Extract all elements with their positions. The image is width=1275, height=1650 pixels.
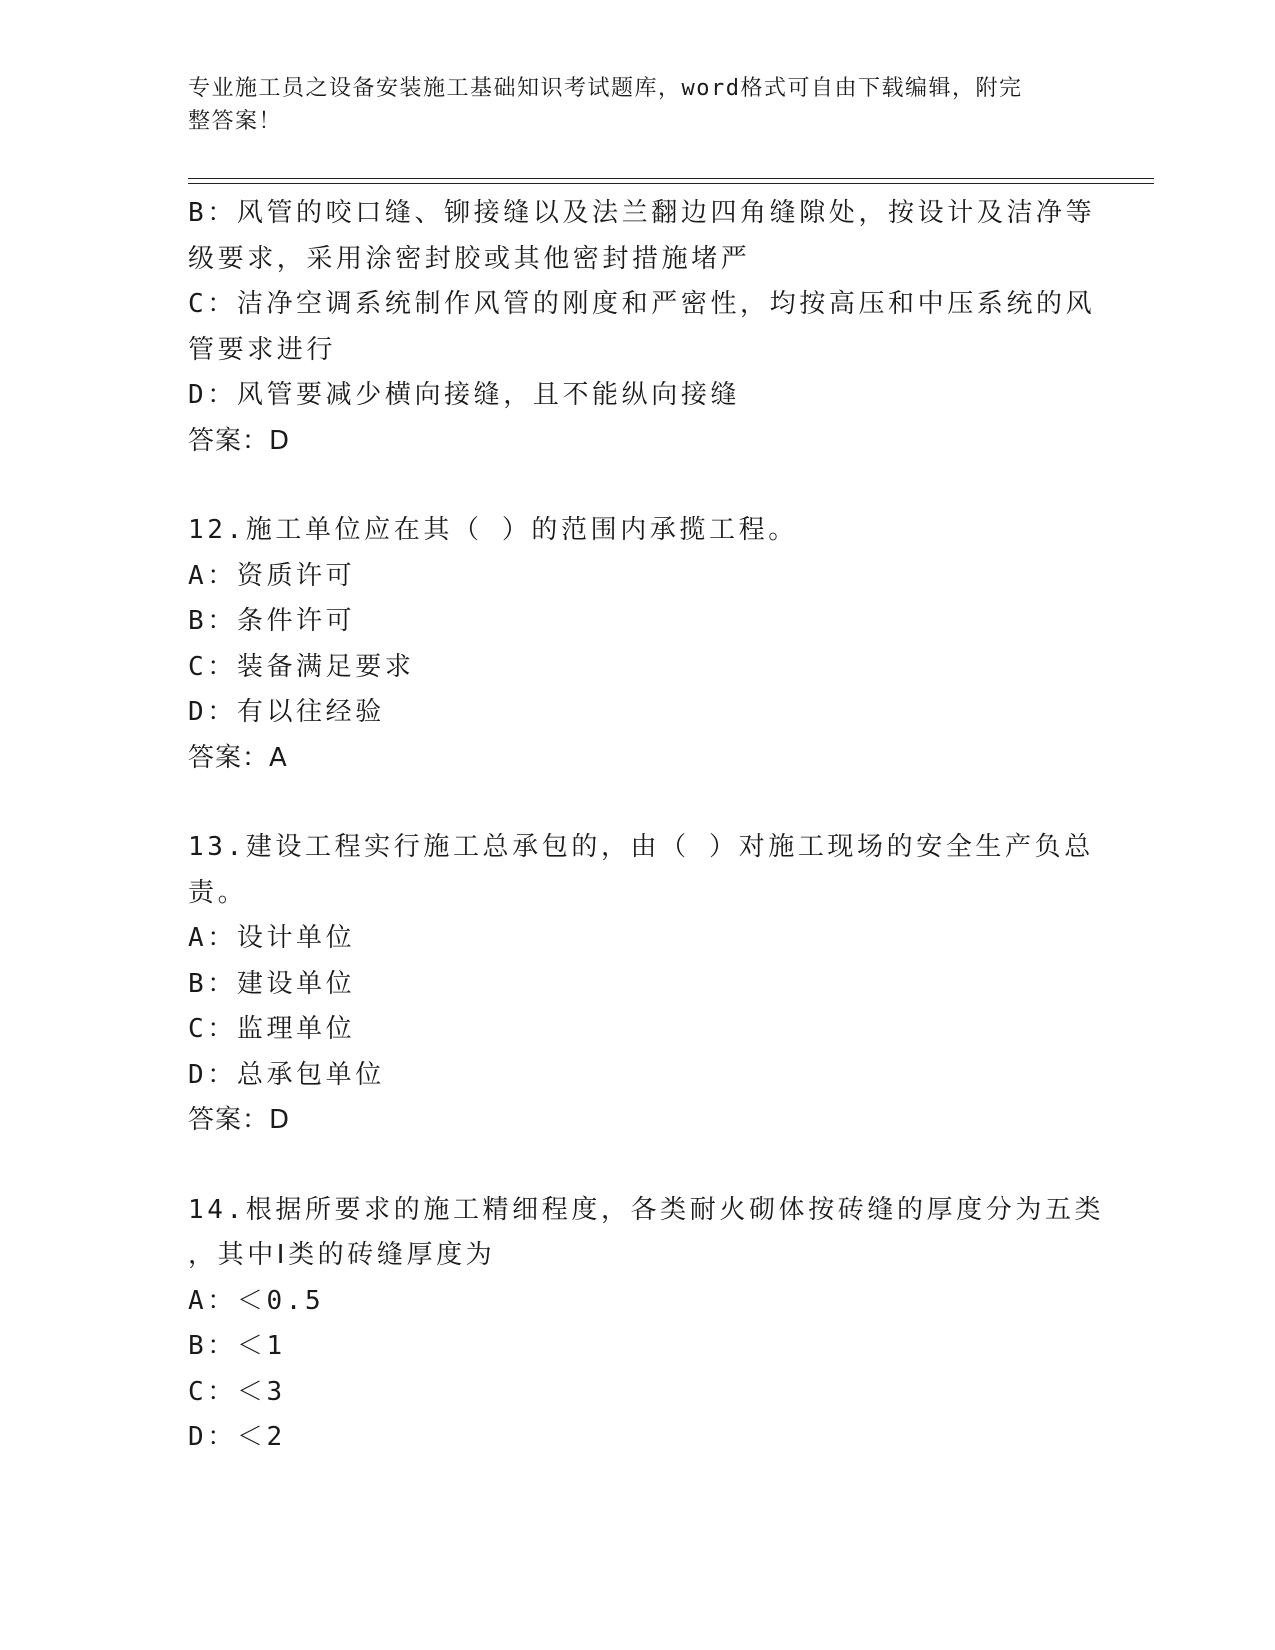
question-list [188, 191, 1105, 1461]
header-divider-bottom [188, 183, 1154, 184]
option-b: B：建设单位 [188, 968, 356, 999]
question-text-line-1: 14.根据所要求的施工精细程度，各类耐火砌体按砖缝的厚度分为五类 [188, 1194, 1105, 1225]
spacer [188, 464, 1088, 508]
document-header [188, 72, 1068, 138]
answer: 答案：D [188, 1105, 291, 1135]
answer: 答案：A [188, 742, 288, 773]
option-c: C：装备满足要求 [188, 651, 415, 682]
option-d: D：风管要减少横向接缝，且不能纵向接缝 [188, 380, 741, 410]
option-c: C：＜3 [188, 1376, 286, 1407]
option-c-line-1: C：洁净空调系统制作风管的刚度和严密性，均按高压和中压系统的风 [188, 289, 1096, 319]
option-a: A：资质许可 [188, 560, 356, 591]
option-d: D：＜2 [188, 1422, 286, 1452]
option-d: D：有以往经验 [188, 697, 385, 727]
option-d: D：总承包单位 [188, 1059, 385, 1090]
spacer [188, 781, 1088, 825]
answer: 答案：D [188, 425, 291, 456]
question-text: 12.施工单位应在其（ ）的范围内承揽工程。 [188, 515, 798, 545]
option-b-line-1: B：风管的咬口缝、铆接缝以及法兰翻边四角缝隙处，按设计及洁净等 [188, 198, 1096, 228]
question-13 [188, 825, 1094, 1144]
option-a: A：设计单位 [188, 923, 356, 953]
question-text-line-2: ，其中Ⅰ类的砖缝厚度为 [188, 1240, 496, 1270]
spacer [188, 1144, 1088, 1188]
question-text-line-1: 13.建设工程实行施工总承包的，由（ ）对施工现场的安全生产负总 [188, 832, 1094, 862]
option-a: A：＜0.5 [188, 1285, 325, 1316]
question-14 [188, 1188, 1105, 1461]
question-12 [188, 508, 1088, 781]
option-b: B：条件许可 [188, 606, 356, 636]
question-text-line-2: 责。 [188, 877, 248, 908]
header-divider-top [188, 178, 1154, 179]
option-c: C：监理单位 [188, 1014, 356, 1044]
option-c-line-2: 管要求进行 [188, 334, 337, 365]
header-line-1: 专业施工员之设备安装施工基础知识考试题库，word格式可自由下载编辑，附完 [188, 76, 1023, 101]
header-line-2: 整答案！ [188, 109, 283, 134]
question-11-continuation [188, 191, 1096, 464]
option-b-line-2: 级要求，采用涂密封胶或其他密封措施堵严 [188, 243, 751, 274]
option-b: B：＜1 [188, 1331, 286, 1361]
